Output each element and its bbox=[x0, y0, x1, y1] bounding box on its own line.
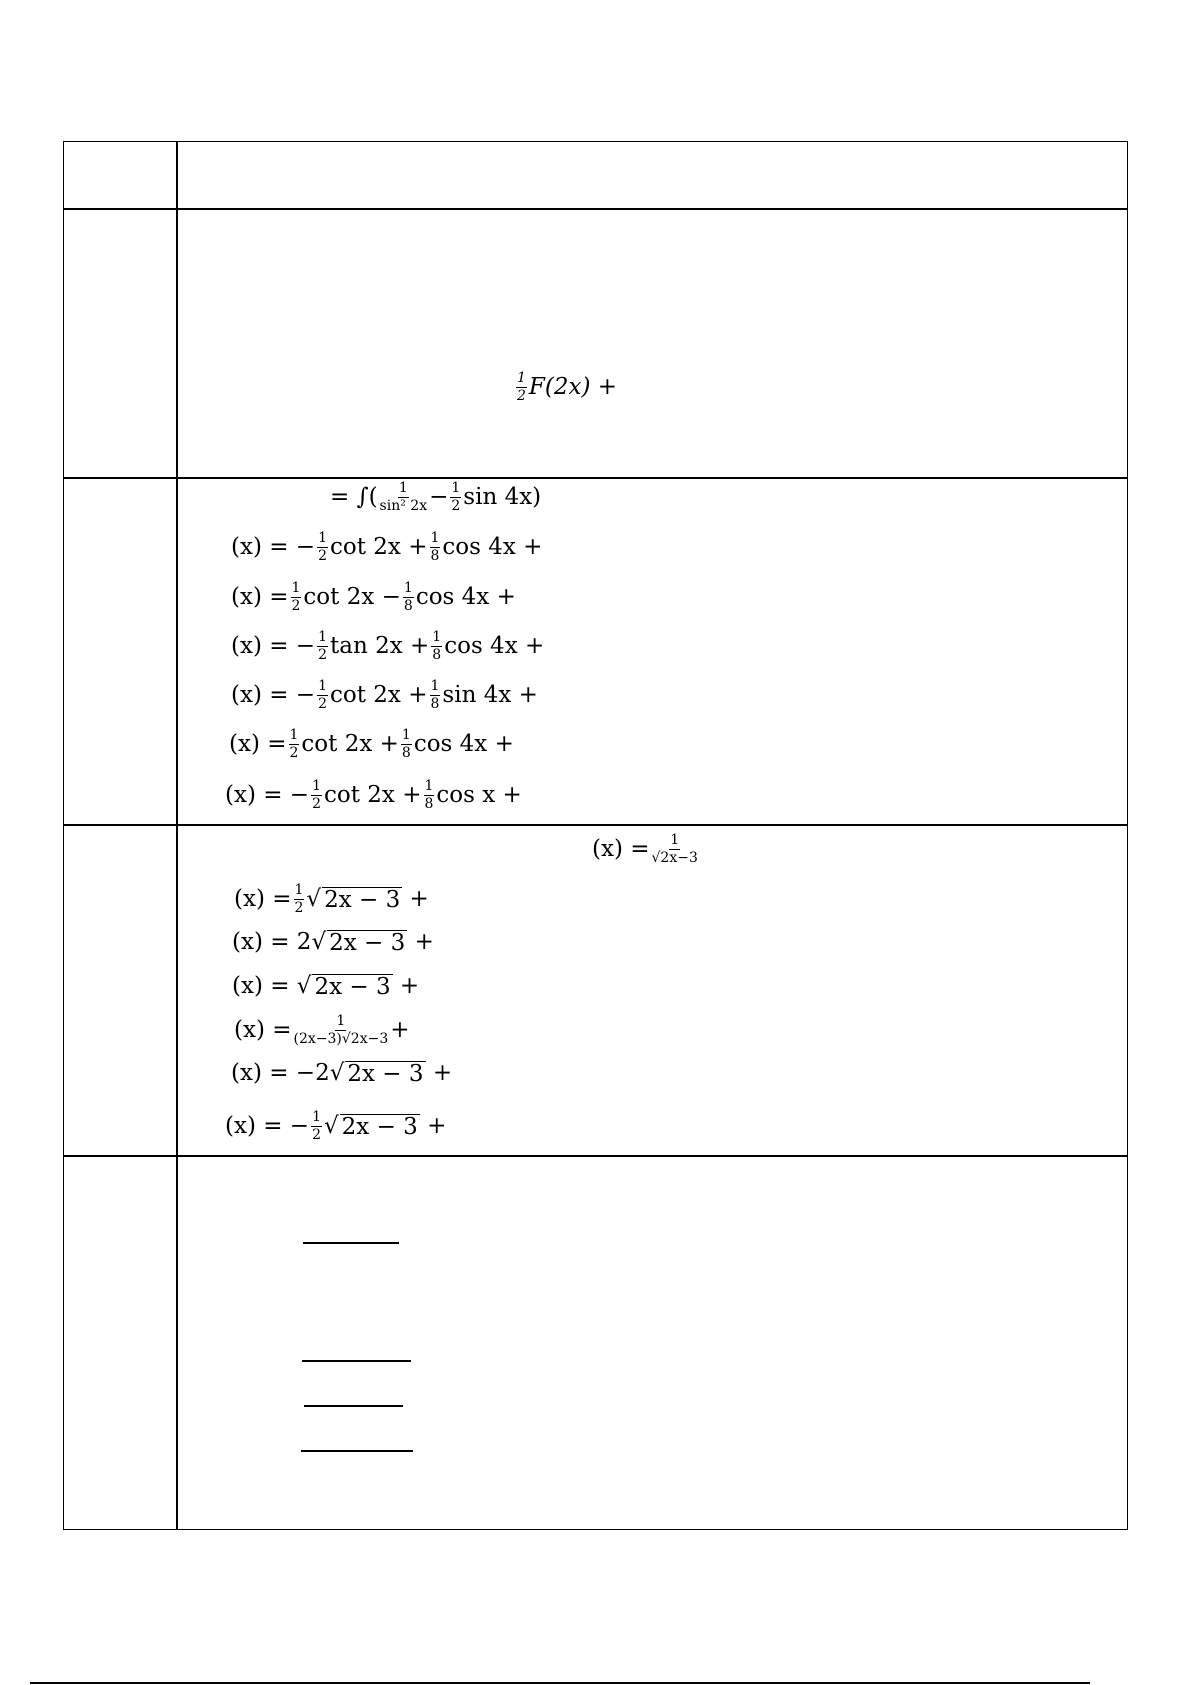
math-text: 1 bbox=[401, 727, 411, 743]
math-text: cot 2x + bbox=[330, 681, 428, 708]
answer-option bbox=[231, 531, 542, 563]
math-text: 1 bbox=[430, 678, 440, 694]
math-text: (x) = bbox=[234, 885, 292, 912]
answer-option: (x) = −2 √ 2x − 3 + bbox=[231, 1060, 453, 1087]
math-text: tan 2x + bbox=[330, 632, 430, 659]
math-text: 2x − 3 bbox=[341, 1113, 418, 1140]
math-text: 8 bbox=[432, 646, 442, 663]
math-text: 2 bbox=[289, 744, 299, 761]
row-divider-2 bbox=[64, 477, 1127, 479]
math-text: 8 bbox=[430, 547, 440, 564]
math-text: 8 bbox=[424, 795, 434, 812]
math-text: cos 4x + bbox=[415, 583, 516, 610]
math-text: cos x + bbox=[436, 781, 522, 808]
math-text: 2 bbox=[517, 387, 526, 404]
math-text: 1 bbox=[312, 1109, 322, 1125]
footer-divider bbox=[30, 1682, 1090, 1684]
row2-expression bbox=[514, 371, 617, 403]
answer-option: (x) = 2 √ 2x − 3 + bbox=[232, 929, 434, 956]
math-text: 1 bbox=[451, 480, 461, 496]
fraction bbox=[431, 630, 442, 662]
math-text: 1 bbox=[424, 778, 434, 794]
math-text: (x) = − bbox=[225, 1112, 310, 1139]
fraction bbox=[450, 481, 461, 513]
math-text: 1 bbox=[432, 629, 442, 645]
math-text: 2 bbox=[318, 695, 328, 712]
fraction bbox=[403, 581, 414, 613]
fraction bbox=[291, 581, 302, 613]
math-text: 1 bbox=[670, 832, 680, 848]
fraction bbox=[652, 833, 698, 865]
math-text: cos 4x + bbox=[413, 730, 514, 757]
answer-option: (x) = − $\frac{1}{2}$ √ 2x − 3 + bbox=[225, 1109, 447, 1143]
math-text: 2 bbox=[312, 1126, 322, 1143]
math-text: cot 2x − bbox=[303, 583, 401, 610]
math-text: 2x − 3 bbox=[324, 886, 401, 913]
math-text: (x) = − bbox=[231, 533, 316, 560]
answer-option bbox=[225, 779, 522, 811]
math-text: 1 bbox=[289, 727, 299, 743]
math-text: 1 bbox=[517, 370, 526, 386]
math-text: 1 bbox=[294, 882, 304, 898]
math-text: (x) = bbox=[592, 835, 650, 862]
math-text: cos 4x + bbox=[442, 533, 543, 560]
fraction bbox=[311, 1110, 322, 1142]
fraction bbox=[430, 679, 441, 711]
math-text: 1 bbox=[430, 530, 440, 546]
math-text: 2 bbox=[318, 646, 328, 663]
math-text: 1 bbox=[318, 629, 328, 645]
fraction bbox=[311, 779, 322, 811]
math-text: 2x − 3 bbox=[329, 930, 406, 956]
math-text: sin 4x) bbox=[463, 483, 542, 510]
math-text: − bbox=[429, 483, 449, 510]
answer-blank[interactable] bbox=[303, 1242, 399, 1244]
math-text: 2x − 3 bbox=[347, 1061, 424, 1087]
math-text: 2 bbox=[318, 547, 328, 564]
math-text: 2 bbox=[294, 899, 304, 916]
fraction bbox=[424, 779, 435, 811]
answer-option bbox=[231, 581, 516, 613]
math-text: (x) = bbox=[232, 973, 290, 999]
math-text: 2 bbox=[451, 497, 461, 514]
math-text: sin 4x + bbox=[442, 681, 538, 708]
fraction bbox=[401, 728, 412, 760]
math-text: + bbox=[414, 929, 434, 955]
given-function bbox=[592, 833, 700, 865]
math-text: (2x−3)√2x−3 bbox=[293, 1030, 389, 1047]
answer-blank[interactable] bbox=[302, 1360, 411, 1362]
fraction bbox=[317, 531, 328, 563]
math-text: cos 4x + bbox=[444, 632, 545, 659]
math-text: 1 bbox=[336, 1013, 346, 1029]
math-text: = ∫( bbox=[330, 483, 378, 510]
math-text: 1 bbox=[312, 778, 322, 794]
answer-option bbox=[231, 679, 538, 711]
math-text: sin² 2x bbox=[379, 497, 428, 514]
math-text: 1 bbox=[398, 480, 408, 496]
row-divider-1 bbox=[64, 208, 1127, 210]
coef-fraction bbox=[516, 371, 527, 403]
math-text: (x) = − bbox=[231, 681, 316, 708]
math-text: (x) = − bbox=[231, 632, 316, 659]
math-text: (x) = 2 bbox=[232, 929, 312, 955]
math-text: (x) = − bbox=[225, 781, 310, 808]
math-text: (x) = −2 bbox=[231, 1060, 330, 1086]
math-text: 8 bbox=[430, 695, 440, 712]
math-text: 8 bbox=[401, 744, 411, 761]
math-text: 2 bbox=[291, 597, 301, 614]
fraction bbox=[430, 531, 441, 563]
answer-option bbox=[234, 1014, 410, 1046]
math-text: + bbox=[399, 973, 420, 999]
fraction bbox=[294, 883, 305, 915]
answer-option: (x) = √ 2x − 3 + bbox=[232, 973, 420, 1000]
math-text: 2x − 3 bbox=[314, 974, 391, 1000]
fraction bbox=[380, 481, 428, 513]
math-text: cot 2x + bbox=[301, 730, 399, 757]
math-text: + bbox=[409, 885, 429, 912]
row-divider-4 bbox=[64, 1155, 1127, 1157]
math-text: F(2x) + bbox=[528, 373, 618, 400]
answer-option bbox=[231, 630, 544, 662]
column-divider bbox=[176, 142, 178, 1529]
math-text: (x) = bbox=[229, 730, 287, 757]
integral-expression bbox=[330, 481, 541, 513]
math-text: 1 bbox=[403, 580, 413, 596]
math-text: + bbox=[390, 1016, 410, 1043]
row-divider-3 bbox=[64, 824, 1127, 826]
fraction bbox=[294, 1014, 389, 1046]
math-text: 8 bbox=[403, 597, 413, 614]
math-text: cot 2x + bbox=[324, 781, 422, 808]
math-text: (x) = bbox=[234, 1016, 292, 1043]
math-text: + bbox=[427, 1112, 447, 1139]
fraction bbox=[317, 679, 328, 711]
math-text: cot 2x + bbox=[330, 533, 428, 560]
answer-blank[interactable] bbox=[301, 1450, 413, 1452]
math-text: √2x−3 bbox=[651, 849, 698, 866]
math-text: + bbox=[432, 1060, 453, 1086]
math-text: 1 bbox=[318, 530, 328, 546]
math-text: 1 bbox=[291, 580, 301, 596]
fraction bbox=[289, 728, 300, 760]
math-text: 2 bbox=[312, 795, 322, 812]
answer-option bbox=[229, 728, 514, 760]
fraction bbox=[317, 630, 328, 662]
answer-blank[interactable] bbox=[304, 1405, 403, 1407]
math-text: 1 bbox=[318, 678, 328, 694]
math-text: (x) = bbox=[231, 583, 289, 610]
answer-option: (x) = $\frac{1}{2}$ √ 2x − 3 + bbox=[234, 882, 429, 916]
